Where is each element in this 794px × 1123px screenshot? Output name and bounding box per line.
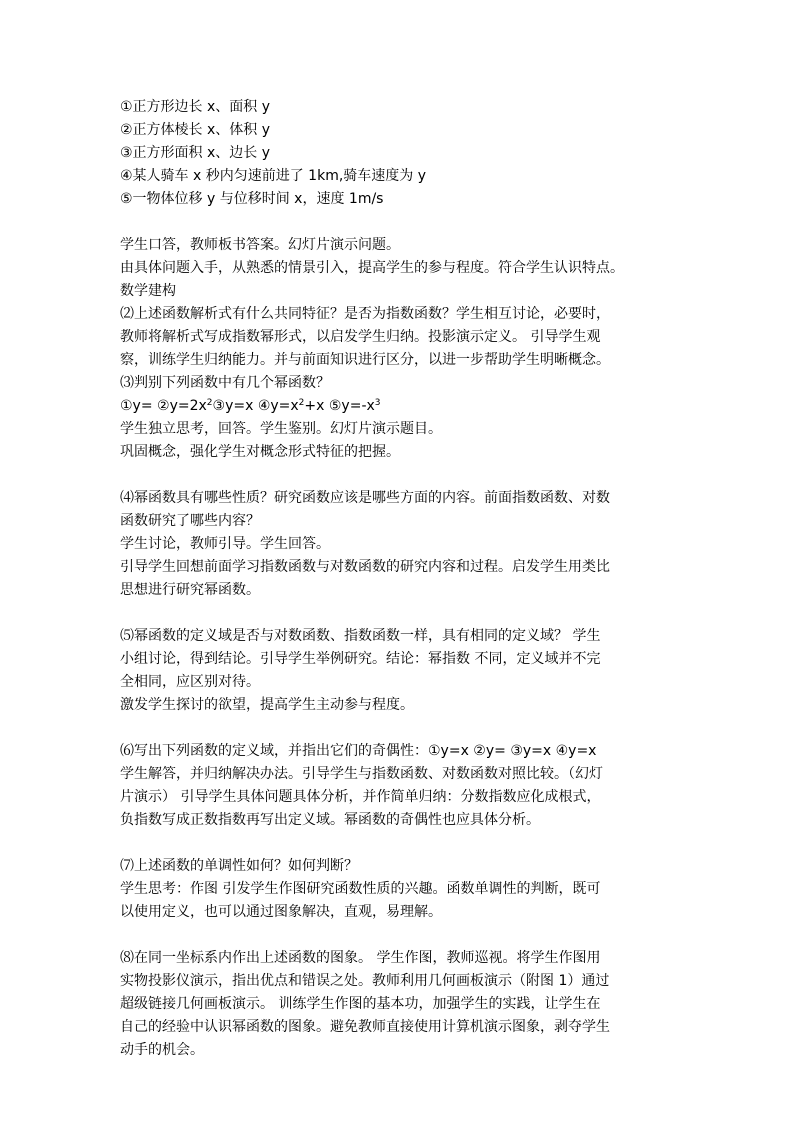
examples-list [120,96,700,211]
paragraph-line: 负指数写成正数指数再写出定义域。幂函数的奇偶性也应具体分析。 [120,812,540,828]
paragraph-line: ⑵上述函数解析式有什么共同特征？是否为指数函数？学生相互讨论，必要时， [120,306,610,322]
paragraph-line: 自己的经验中认识幂函数的图象。避免教师直接使用计算机演示图象，剥夺学生 [120,1019,610,1035]
section-7 [120,855,700,924]
paragraph-line: ⑺上述函数的单调性如何？如何判断？ [120,858,358,874]
func-part-b: ③y=x ④y=x [212,398,299,414]
func-part-a: ①y= ②y=2x [120,398,207,414]
paragraph-line: 教师将解析式写成指数幂形式，以启发学生归纳。投影演示定义。 引导学生观 [120,329,601,345]
paragraph-line: ⑷幂函数具有哪些性质？研究函数应该是哪些方面的内容。前面指数函数、对数 [120,490,610,506]
example-5: ⑤一物体位移 y 与位移时间 x，速度 1m/s [120,191,384,207]
example-3: ③正方形面积 x、边长 y [120,145,271,161]
example-2: ②正方体棱长 x、体积 y [120,122,271,138]
paragraph-line: 学生口答，教师板书答案。幻灯片演示问题。 [120,237,400,253]
paragraph-line: 实物投影仪演示，指出优点和错误之处。教师利用几何画板演示（附图 1）通过 [120,973,610,989]
section-5 [120,625,700,717]
paragraph-line: 学生讨论，教师引导。学生回答。 [120,536,330,552]
section-intro [120,234,700,464]
func-sup-b: 2 [298,398,305,408]
paragraph-line: 动手的机会。 [120,1042,204,1058]
example-4: ④某人骑车 x 秒内匀速前进了 1km,骑车速度为 y [120,168,427,184]
example-1: ①正方形边长 x、面积 y [120,99,271,115]
spacer [120,211,700,234]
func-sup-c: 3 [374,398,381,408]
paragraph-line: 片演示） 引导学生具体问题具体分析，并作简单归纳：分数指数应化成根式， [120,789,601,805]
section-4 [120,487,700,602]
func-part-c: +x ⑤y=-x [304,398,375,414]
document-page [120,96,700,1062]
paragraph-line: 由具体问题入手，从熟悉的情景引入，提高学生的参与程度。符合学生认识特点。 [120,260,624,276]
paragraph-line: 超级链接几何画板演示。 训练学生作图的基本功，加强学生的实践，让学生在 [120,996,601,1012]
paragraph-line: 小组讨论，得到结论。引导学生举例研究。结论：幂指数 不同，定义域并不完 [120,651,601,667]
section-heading: 数学建构 [120,283,176,299]
paragraph-line: 学生思考：作图 引发学生作图研究函数性质的兴趣。函数单调性的判断，既可 [120,881,601,897]
paragraph-line: 巩固概念，强化学生对概念形式特征的把握。 [120,444,400,460]
spacer [120,717,700,740]
spacer [120,464,700,487]
paragraph-line: 察，训练学生归纳能力。并与前面知识进行区分，以进一步帮助学生明晰概念。 [120,352,610,368]
section-8 [120,947,700,1062]
paragraph-line: ⑸幂函数的定义域是否与对数函数、指数函数一样，具有相同的定义域？ 学生 [120,628,601,644]
paragraph-line: 思想进行研究幂函数。 [120,582,260,598]
function-list [120,395,700,418]
section-6 [120,740,700,832]
func-sup-a: 2 [206,398,213,408]
question-3: ⑶判别下列函数中有几个幂函数？ [120,375,330,391]
paragraph-line: 全相同，应区别对待。 [120,674,260,690]
paragraph-line: 学生独立思考，回答。学生鉴别。幻灯片演示题目。 [120,421,442,437]
paragraph-line: 学生解答，并归纳解决办法。引导学生与指数函数、对数函数对照比较。（幻灯 [120,766,603,782]
paragraph-line: ⑻在同一坐标系内作出上述函数的图象。 学生作图，教师巡视。将学生作图用 [120,950,601,966]
paragraph-line: 激发学生探讨的欲望，提高学生主动参与程度。 [120,697,414,713]
paragraph-line: 以使用定义，也可以通过图象解决，直观，易理解。 [120,904,442,920]
spacer [120,832,700,855]
paragraph-line: ⑹写出下列函数的定义域，并指出它们的奇偶性：①y=x ②y= ③y=x ④y=x [120,743,597,759]
spacer [120,924,700,947]
paragraph-line: 引导学生回想前面学习指数函数与对数函数的研究内容和过程。启发学生用类比 [120,559,610,575]
paragraph-line: 函数研究了哪些内容？ [120,513,260,529]
spacer [120,602,700,625]
